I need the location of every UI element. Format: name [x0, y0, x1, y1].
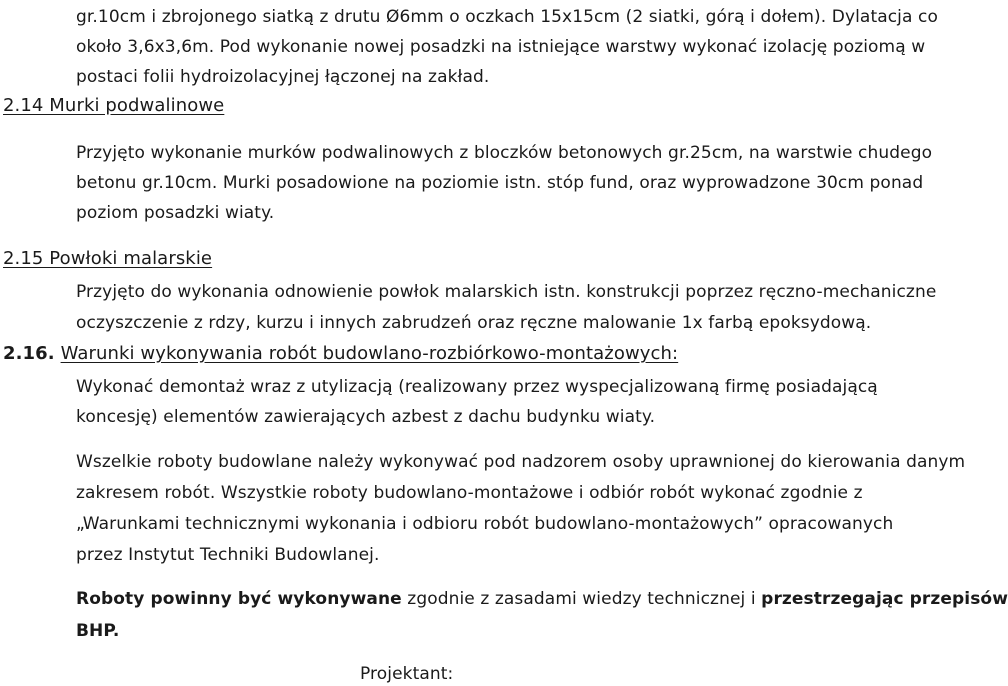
section-heading-2-15: 2.15 Powłoki malarskie — [3, 248, 213, 269]
intro-line-3: postaci folii hydroizolacyjnej łączonej na zakład. — [76, 67, 490, 87]
section-2-14-line-1: Przyjęto wykonanie murków podwalinowych z bloczków betonowych gr.25cm, na warstwie chudego — [76, 143, 933, 163]
section-2-16-para2-line-3: „Warunkami technicznymi wykonania i odbioru robót budowlano-montażowych” opracowanych — [76, 514, 894, 534]
section-2-16-para3-line-1 — [76, 588, 1008, 610]
para3-bold-end: przestrzegając przepisów — [761, 589, 1008, 609]
section-2-16-para2-line-4: przez Instytut Techniki Budowlanej. — [76, 545, 380, 565]
section-2-14-line-3: poziom posadzki wiaty. — [76, 203, 275, 223]
intro-line-1: gr.10cm i zbrojonego siatką z drutu Ø6mm o oczkach 15x15cm (2 siatki, górą i dołem). Dylatacja co — [76, 7, 938, 27]
section-2-16-para1-line-2: koncesję) elementów zawierających azbest z dachu budynku wiaty. — [76, 407, 656, 427]
section-2-16-title: Warunki wykonywania robót budowlano-rozbiórkowo-montażowych: — [60, 343, 679, 364]
section-2-16-para3-line-2: BHP. — [76, 621, 120, 641]
section-2-15-line-2: oczyszczenie z rdzy, kurzu i innych zabrudzeń oraz ręczne malowanie 1x farbą epoksydową. — [76, 313, 872, 333]
section-2-16-para1-line-1: Wykonać demontaż wraz z utylizacją (realizowany przez wyspecjalizowaną firmę posiadającą — [76, 377, 878, 397]
para3-middle: zgodnie z zasadami wiedzy technicznej i — [401, 589, 762, 609]
signature-label: Projektant: — [360, 664, 454, 684]
section-heading-2-16 — [3, 343, 678, 365]
section-2-16-number: 2.16. — [3, 343, 55, 364]
para3-bold-start: Roboty powinny być wykonywane — [76, 589, 402, 609]
intro-line-2: około 3,6x3,6m. Pod wykonanie nowej posadzki na istniejące warstwy wykonać izolację poziomą w — [76, 37, 926, 57]
section-2-16-para2-line-2: zakresem robót. Wszystkie roboty budowlano-montażowe i odbiór robót wykonać zgodnie z — [76, 483, 863, 503]
section-2-15-line-1: Przyjęto do wykonania odnowienie powłok malarskich istn. konstrukcji poprzez ręczno-mechaniczne — [76, 282, 937, 302]
section-2-14-line-2: betonu gr.10cm. Murki posadowione na poziomie istn. stóp fund, oraz wyprowadzone 30cm ponad — [76, 173, 924, 193]
section-2-16-para2-line-1: Wszelkie roboty budowlane należy wykonywać pod nadzorem osoby uprawnionej do kierowania danym — [76, 452, 966, 472]
section-heading-2-14: 2.14 Murki podwalinowe — [3, 95, 225, 116]
